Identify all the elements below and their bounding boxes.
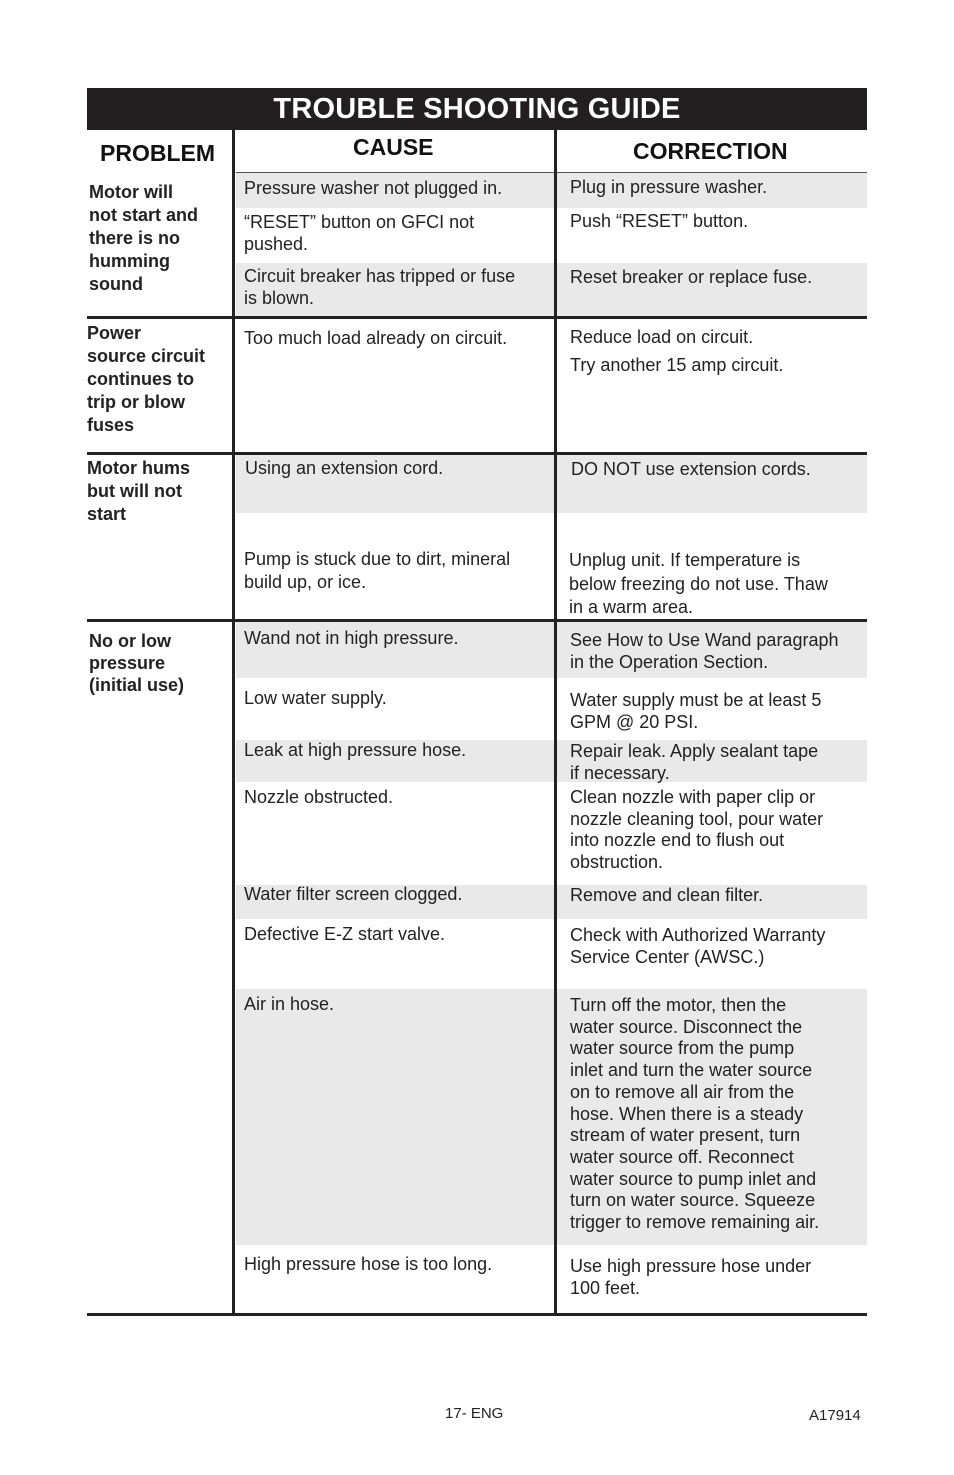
correction-cell: Remove and clean filter. [570,885,764,905]
cause-cell: Circuit breaker has tripped or fuse is blown. [244,266,516,308]
cause-cell: Using an extension cord. [245,458,444,478]
problem-cell: No or low pressure (initial use) [89,631,185,695]
section-rule [87,316,867,319]
problem-cell: Motor hums but will not start [87,458,190,524]
cause-cell: Leak at high pressure hose. [244,740,467,760]
cause-cell: “RESET” button on GFCI not pushed. [244,212,475,254]
column-divider [554,319,557,452]
problem-header: PROBLEM [100,140,215,166]
column-divider [554,130,557,316]
cause-header: CAUSE [353,134,434,160]
correction-cell: See How to Use Wand paragraph in the Operation Section. [570,630,839,672]
column-divider [554,455,557,619]
column-divider [232,319,235,452]
correction-header: CORRECTION [633,138,788,164]
correction-cell: Clean nozzle with paper clip or nozzle cleaning tool, pour water into nozzle end to flush out obstruction. [570,787,824,873]
correction-cell: Try another 15 amp circuit. [570,355,784,375]
cause-cell: Wand not in high pressure. [244,628,459,648]
problem-cell: Power source circuit continues to trip or blow fuses [87,323,206,435]
correction-cell: Turn off the motor, then the water source. Disconnect the water source from the pump inlet and turn the water source on to remove all air from the hose. When there is a steady stream of water present, turn water source off. Reconnect water source to pump inlet and turn on water source. Squeeze trigger to remove remaining air. [570,995,820,1233]
cause-cell: Defective E-Z start valve. [244,924,446,944]
cause-cell: Pressure washer not plugged in. [244,178,503,198]
correction-cell: DO NOT use extension cords. [571,459,811,479]
correction-cell: Reduce load on circuit. [570,327,754,347]
column-divider [232,455,235,619]
document-code: A17914 [809,1407,861,1424]
correction-cell: Repair leak. Apply sealant tape if necessary. [570,741,819,783]
table-bottom-rule [87,1313,867,1316]
correction-cell: Push “RESET” button. [570,211,749,231]
problem-cell: Motor will not start and there is no humming sound [89,182,199,294]
cause-cell: Water filter screen clogged. [244,884,463,904]
cause-cell: Pump is stuck due to dirt, mineral build up, or ice. [244,549,511,592]
correction-cell: Use high pressure hose under 100 feet. [570,1256,812,1298]
cause-cell: Too much load already on circuit. [244,328,508,348]
cause-cell: Nozzle obstructed. [244,787,394,807]
cause-cell: Low water supply. [244,688,387,708]
cause-cell: Air in hose. [244,994,335,1014]
cause-cell: High pressure hose is too long. [244,1254,493,1274]
correction-cell: Unplug unit. If temperature is below freezing do not use. Thaw in a warm area. [569,550,828,617]
correction-cell: Check with Authorized Warranty Service Center (AWSC.) [570,925,826,967]
column-divider [232,622,235,1313]
correction-cell: Water supply must be at least 5 GPM @ 20 PSI. [570,690,822,732]
page-number: 17- ENG [445,1405,504,1422]
correction-cell: Plug in pressure washer. [570,177,768,197]
header-rule [236,172,867,173]
section-rule [87,452,867,455]
page-title: TROUBLE SHOOTING GUIDE [87,88,867,130]
column-divider [554,622,557,1313]
column-divider [232,130,235,316]
correction-cell: Reset breaker or replace fuse. [570,267,813,287]
